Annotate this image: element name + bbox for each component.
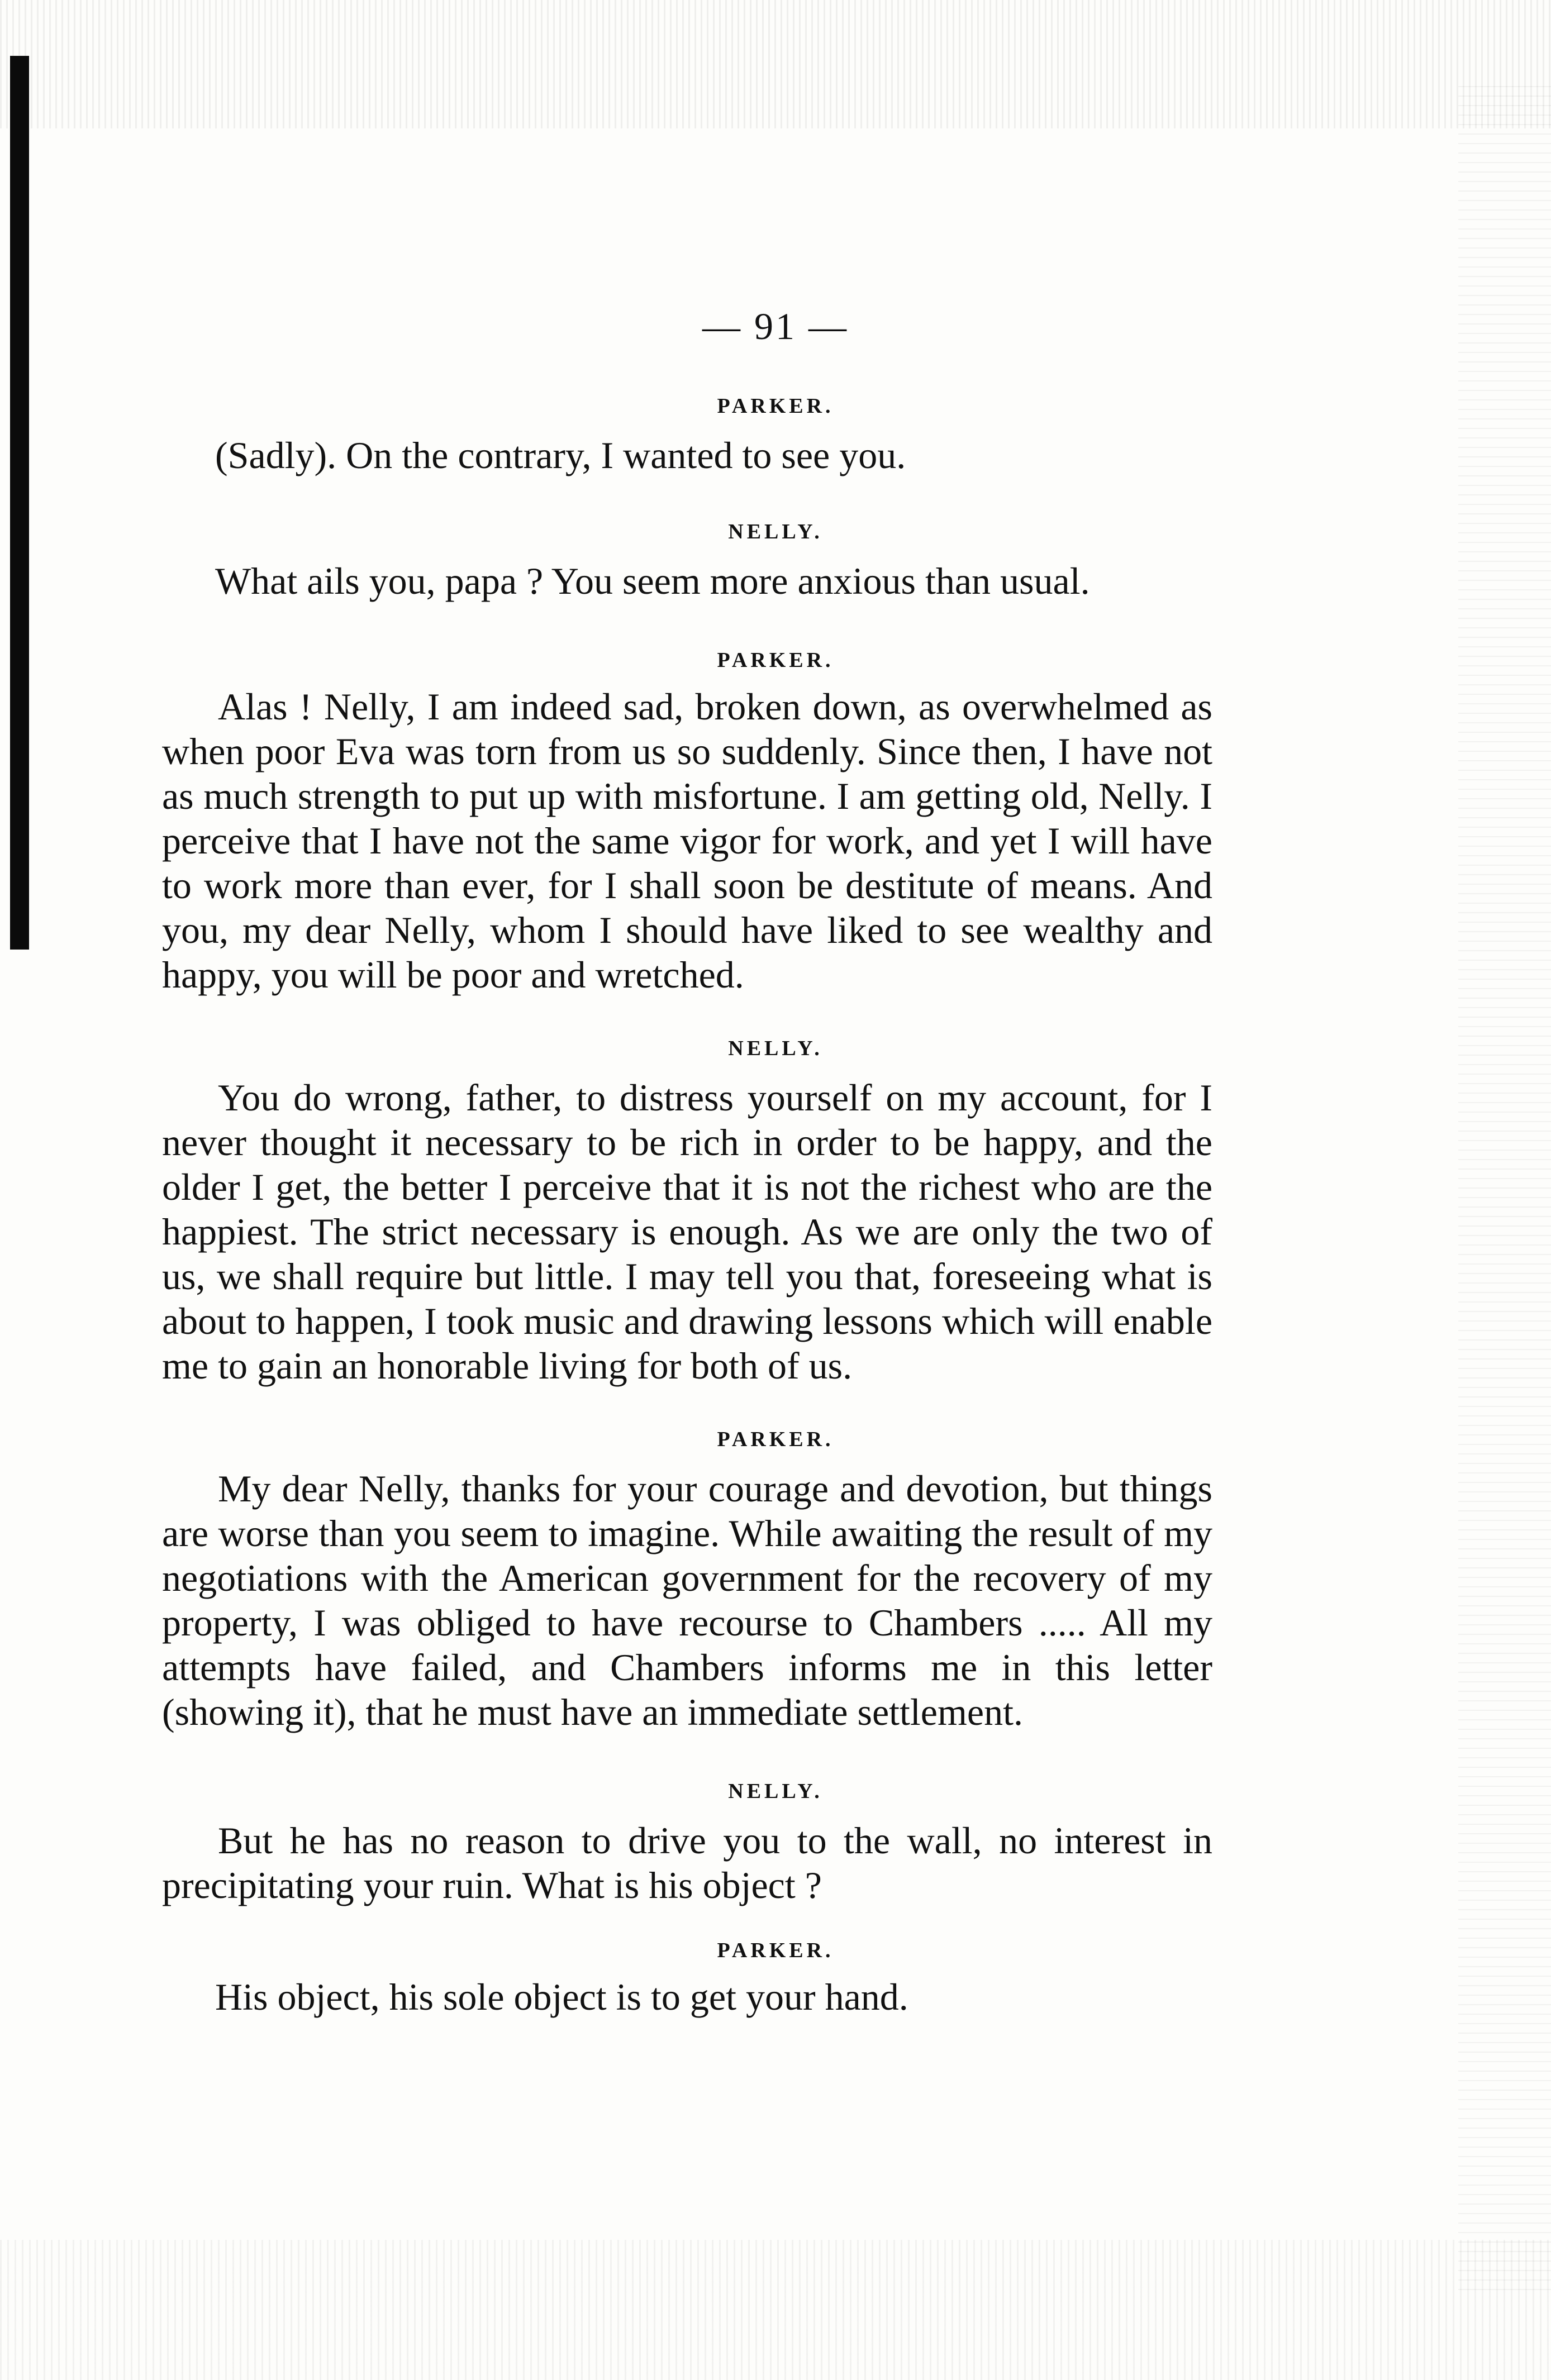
binding-edge [10,56,29,950]
page-number: — 91 — [702,305,849,347]
speech-text: But he has no reason to drive you to the wall, no interest in precipitating your ruin. What is his object ? [162,1819,1212,1906]
speech-text: What ails you, papa ? You seem more anxious than usual. [215,560,1090,602]
speech-text: You do wrong, father, to distress yourself on my account, for I never thought it necessary to be rich in order to be happy, and the older I get, the better I perceive that it is not the richest who are the happiest. The strict necessary is enough. As we are only the two of us, we shall require but little. I may tell you that, foreseeing what is about to happen, I took music and drawing lessons which will enable me to gain an honorable living for both of us. [162,1076,1212,1387]
speech-text: Alas ! Nelly, I am indeed sad, broken down, as overwhelmed as when poor Eva was torn from us so suddenly. Since then, I have not as much strength to put up with misfortune. I am getting old, Nelly. I perceive that I have not the same vigor for work, and yet I will have to work more than ever, for I shall soon be destitute of means. And you, my dear Nelly, whom I should have liked to see wealthy and happy, you will be poor and wretched. [162,685,1212,996]
speaker-label: NELLY. [728,1780,823,1803]
scan-noise-top [0,0,1551,128]
speaker-label: PARKER. [717,394,834,418]
speaker-label: PARKER. [717,648,834,672]
speaker-label: NELLY. [728,1037,823,1060]
speaker-label: NELLY. [728,520,823,543]
speaker-label: PARKER. [717,1939,834,1962]
speech-text: His object, his sole object is to get your hand. [215,1976,908,2018]
scan-noise-bottom [0,2240,1551,2380]
speech-text: (Sadly). On the contrary, I wanted to see you. [215,434,906,476]
speaker-label: PARKER. [717,1428,834,1451]
speech-text: My dear Nelly, thanks for your courage and devotion, but things are worse than you seem to imagine. While awaiting the result of my negotiations with the American government for the recovery of my property, I was obliged to have recourse to Chambers ..... All my attempts have failed, and Chambers informs me in this letter (showing it), that he must have an immediate settlement. [162,1467,1212,1733]
